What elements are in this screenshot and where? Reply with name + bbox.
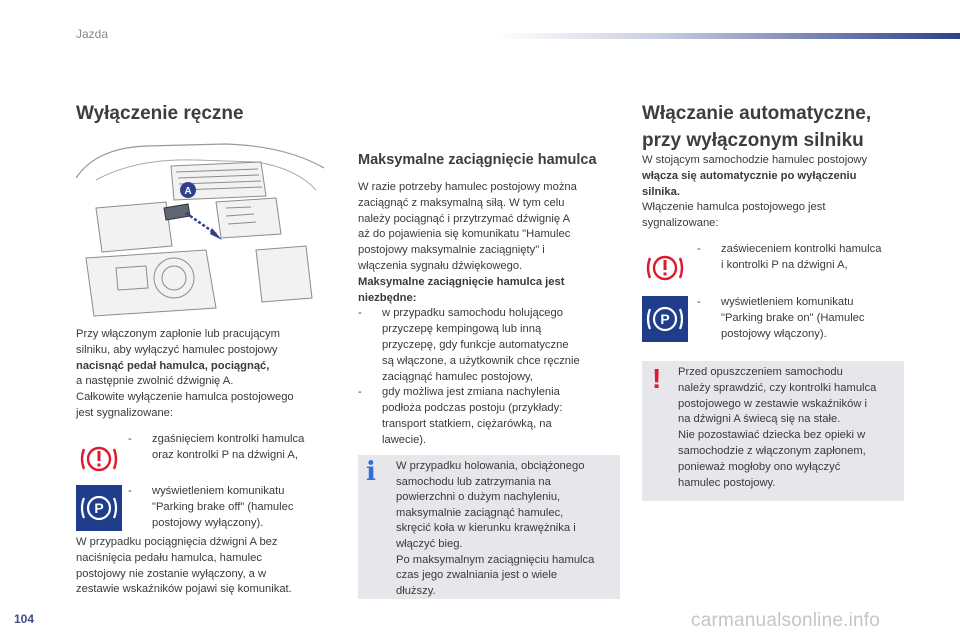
info-note-box: i W przypadku holowania, obciążonego samochodu lub zatrzymania na powierzchni o dużym nachyleniu, maksymalnie zaciągnąć hamulec, skręcić koła w kierunku krawężnika i włączyć bieg. Po maksymalnym zaciągnięciu hamulca czas jego zwalniania jest o wiele dłuższy.: [358, 455, 620, 599]
parking-brake-blue-icon: [76, 485, 122, 531]
middle-title: Maksymalne zaciągnięcie hamulca: [358, 152, 597, 168]
warning-note-box: ! Przed opuszczeniem samochodu należy sprawdzić, czy kontrolki hamulca postojowego w zestawie wskaźników i na dźwigni A świecą się na stałe. Nie pozostawiać dziecka bez opieki w samochodzie z włączonym zapłonem, ponieważ mogłoby ono wyłączyć hamulec postojowy.: [642, 361, 904, 501]
left-intro: Przy włączonym zapłonie lub pracującym silniku, aby wyłączyć hamulec postojowy nacisnąć pedał hamulca, pociągnąć, a następnie zwolnić dźwignię A. Całkowite wyłączenie hamulca postojowego jest sygnalizowane:: [76, 328, 294, 419]
page-number: 104: [14, 612, 35, 626]
left-title: Wyłączenie ręczne: [76, 103, 244, 124]
parking-brake-blue-icon-right: [642, 296, 688, 342]
brake-warning-red-icon-right: [642, 245, 688, 291]
svg-text:P: P: [660, 311, 670, 327]
section-label: Jazda: [76, 27, 109, 41]
left-outro: W przypadku pociągnięcia dźwigni A bez naciśnięcia pedału hamulca, hamulec postojowy nie zostanie wyłączony, a w zestawie wskaźników pojawi się komunikat.: [76, 536, 292, 596]
middle-bullet-1: - w przypadku samochodu holującego przyczepę kempingową lub inną przyczepę, gdy funkcje automatyczne są włączone, a użytkownik chce ręcznie zaciągnąć hamulec postojowy,: [358, 307, 580, 383]
svg-text:P: P: [94, 500, 104, 516]
right-paragraph: W stojącym samochodzie hamulec postojowy włącza się automatycznie po wyłączeniu silnika. Włączenie hamulca postojowego jest sygnalizowane:: [642, 154, 868, 230]
brake-lever-illustration: [76, 138, 324, 318]
middle-bullet-2: - gdy możliwa jest zmiana nachylenia podłoża podczas postoju (przykłady: transport statkiem, ciężarówką, na lawecie).: [358, 386, 563, 446]
info-icon: i: [366, 457, 376, 487]
illus-label-a: A: [184, 186, 192, 197]
footer-watermark: carmanualsonline.info: [691, 610, 881, 631]
warning-exclamation-icon: !: [652, 363, 662, 394]
header-bar: [498, 33, 960, 39]
right-title: Włączanie automatyczne, przy wyłączonym silniku: [642, 103, 872, 151]
brake-warning-red-icon: [76, 436, 122, 482]
middle-paragraph: W razie potrzeby hamulec postojowy można zaciągnąć z maksymalną siłą. W tym celu należy pociągnąć i przytrzymać dźwignię A aż do pojawienia się komunikatu "Hamulec postojowy maksymalnie zaciągnięty" i włączenia sygnału dźwiękowego. Maksymalne zaciągnięcie hamulca jest niezbędne: - w przypadku samochodu holującego przyczepę kempingową lub inną przyczepę, gdy funkcje automatyczne są włączone, a użytkownik chce ręcznie zaciągnąć hamulec postojowy, - gdy możliwa jest zmiana nachylenia podłoża podczas postoju (przykłady: transport statkiem, ciężarówką, na lawecie).: [358, 180, 622, 449]
